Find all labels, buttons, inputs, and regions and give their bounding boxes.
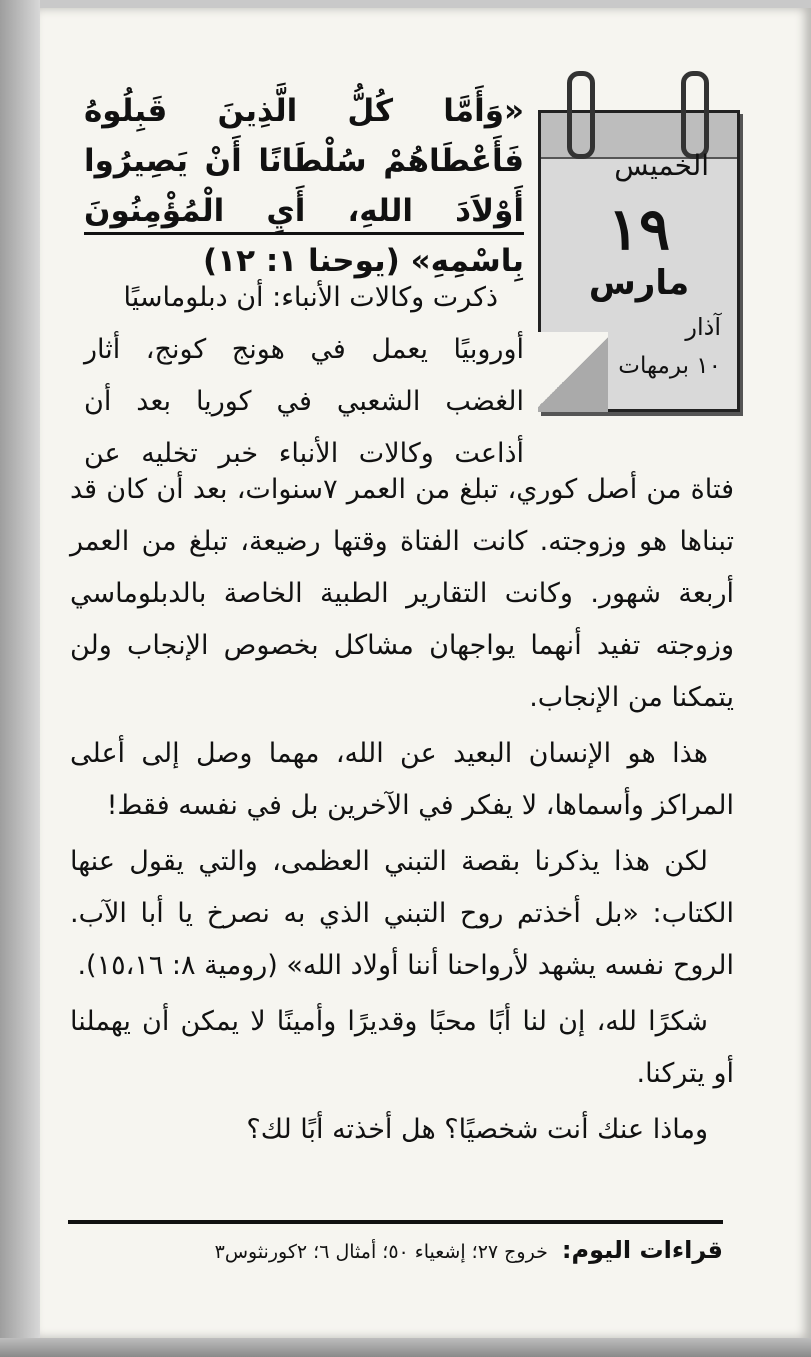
intro-line: ذكرت وكالات الأنباء: أن دبلوماسيًا — [123, 282, 498, 313]
intro-line: الغضب الشعبي في كوريا بعد أن — [84, 386, 524, 417]
paragraph: وماذا عنك أنت شخصيًا؟ هل أخذته أبًا لك؟ — [246, 1114, 708, 1145]
calendar-ring-icon — [681, 71, 709, 159]
article-body — [70, 464, 734, 1160]
calendar-card — [538, 110, 740, 412]
paragraph: شكرًا لله، إن لنا أبًا محبًا وقديرًا وأمينًا لا يمكن أن يهملنا أو يتركنا. — [70, 1006, 734, 1089]
verse-text: «وَأَمَّا كُلُّ الَّذِينَ قَبِلُوهُ فَأَعْطَاهُمْ سُلْطَانًا أَنْ يَصِيرُوا أَوْلاَدَ اللهِ، أَيِ الْمُؤْمِنُونَ بِاسْمِهِ» (يوحنا ١: ١٢) — [84, 93, 524, 279]
paragraph: لكن هذا يذكرنا بقصة التبني العظمى، والتي يقول عنها الكتاب: «بل أخذتم روح التبني الذي به نصرخ يا أبا الآب. الروح نفسه يشهد لأرواحنا أننا أولاد الله» (رومية ٨: ١٥،١٦). — [70, 846, 734, 981]
calendar-day-number: ١٩ — [607, 195, 671, 263]
paragraph: فتاة من أصل كوري، تبلغ من العمر ٧سنوات، بعد أن كان قد تبناها هو وزوجته. كانت الفتاة وقتها رضيعة، تبلغ من العمر أربعة شهور. وكانت التقارير الطبية الخاصة بالدبلوماسي وزوجته تفيد أنهما يواجهان مشاكل بخصوص الإنجاب ولن يتمكنا من الإنجاب. — [70, 474, 734, 713]
intro-line: أوروبيًا يعمل في هونج كونج، أثار — [84, 334, 524, 365]
intro-block — [84, 272, 524, 480]
page-curl-icon — [538, 332, 608, 412]
verse-divider — [84, 232, 524, 235]
calendar-aramaic-month: آذار — [685, 313, 721, 341]
footer-divider — [68, 1220, 723, 1224]
calendar-month: مارس — [588, 263, 690, 303]
calendar-ring-icon — [567, 71, 595, 159]
calendar-day-name: الخميس — [614, 149, 709, 182]
paragraph: هذا هو الإنسان البعيد عن الله، مهما وصل إلى أعلى المراكز وأسماها، لا يفكر في الآخرين بل في نفسه فقط! — [70, 738, 734, 821]
daily-readings-list: خروج ٢٧؛ إشعياء ٥٠؛ أمثال ٦؛ ٢كورنثوس٣ — [214, 1241, 548, 1263]
page-bottom-edge — [0, 1338, 811, 1357]
book-spine — [0, 0, 40, 1357]
daily-readings — [68, 1236, 723, 1264]
intro-line: أذاعت وكالات الأنباء خبر تخليه عن — [84, 438, 524, 469]
calendar-coptic-date: ١٠ برمهات — [618, 353, 721, 379]
daily-readings-label: قراءات اليوم: — [561, 1236, 723, 1264]
